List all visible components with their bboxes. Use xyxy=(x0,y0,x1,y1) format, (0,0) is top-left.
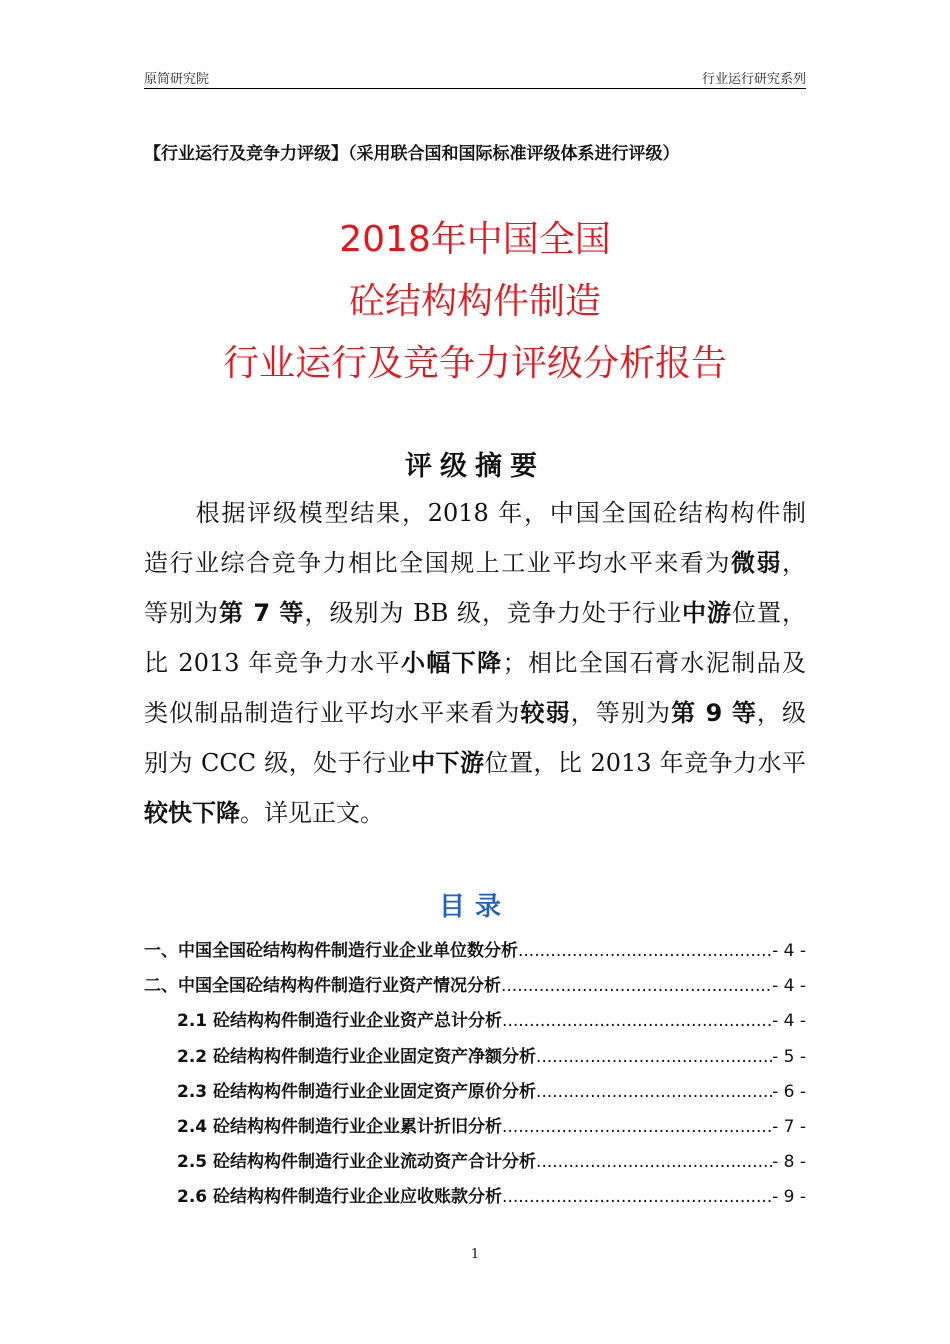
toc-heading: 目录 xyxy=(438,892,511,922)
summary-text: 根据评级模型结果，2018 年，中国全国砼结构构件制 xyxy=(144,499,806,527)
toc-entry-label[interactable]: 2.3 砼结构构件制造行业企业固定资产原价分析 xyxy=(177,1081,537,1102)
emphasis-text: 较弱 xyxy=(520,699,571,727)
toc-entry[interactable] xyxy=(144,1149,806,1184)
report-tagline: 【行业运行及竞争力评级】（采用联合国和国际标准评级体系进行评级） xyxy=(144,144,680,164)
summary-text: ，级 xyxy=(756,699,807,727)
summary-line xyxy=(144,540,806,590)
emphasis-text: 较快下降 xyxy=(144,799,240,827)
toc-entry[interactable] xyxy=(144,1008,806,1043)
emphasis-text: 第 9 等 xyxy=(671,699,757,727)
summary-text: 造行业综合竞争力相比全国规上工业平均水平来看为 xyxy=(144,549,731,577)
toc-entry[interactable] xyxy=(144,1079,806,1114)
header-right: 行业运行研究系列 xyxy=(701,72,806,87)
toc-entry-label[interactable]: 2.1 砼结构构件制造行业企业资产总计分析 xyxy=(177,1011,503,1032)
summary-text: ，级别为 BB 级，竞争力处于行业 xyxy=(304,599,682,627)
toc-dot-leader xyxy=(502,1008,772,1034)
summary-heading: 评级摘要 xyxy=(405,451,545,482)
summary-text: 别为 CCC 级，处于行业 xyxy=(144,749,412,777)
toc-dot-leader xyxy=(536,1044,772,1070)
summary-text: ， xyxy=(782,549,807,577)
summary-line xyxy=(144,640,806,690)
toc-dot-leader xyxy=(502,1114,772,1140)
toc-entry-page[interactable]: - 6 - xyxy=(772,1081,806,1102)
toc-entry-label[interactable]: 2.4 砼结构构件制造行业企业累计折旧分析 xyxy=(177,1116,503,1137)
toc-entry-label[interactable]: 二、中国全国砼结构构件制造行业资产情况分析 xyxy=(144,976,501,997)
toc-entry-page[interactable]: - 8 - xyxy=(772,1152,806,1173)
title-line-3: 行业运行及竞争力评级分析报告 xyxy=(222,343,727,384)
title-line-2: 砼结构构件制造 xyxy=(348,281,601,322)
summary-text: ；相比全国石膏水泥制品及 xyxy=(502,649,807,677)
summary-text: 比 2013 年竞争力水平 xyxy=(144,649,401,677)
toc-entry-page[interactable]: - 4 - xyxy=(772,941,806,961)
summary-text: 类似制品制造行业平均水平来看为 xyxy=(144,699,521,727)
toc-dot-leader xyxy=(536,1079,772,1105)
summary-line xyxy=(144,690,806,740)
summary-text: 位置，比 2013 年竞争力水平 xyxy=(484,749,806,777)
toc-entry-page[interactable]: - 4 - xyxy=(772,976,806,997)
emphasis-text: 中下游 xyxy=(411,749,485,777)
summary-text: ，等别为 xyxy=(570,699,672,727)
toc-entry[interactable] xyxy=(144,1184,806,1219)
emphasis-text: 小幅下降 xyxy=(400,649,503,677)
summary-text: 。详见正文。 xyxy=(240,799,384,827)
toc-entry-page[interactable]: - 7 - xyxy=(772,1116,806,1137)
toc-dot-leader xyxy=(518,938,772,964)
emphasis-text: 第 7 等 xyxy=(219,599,305,627)
summary-line xyxy=(144,790,806,840)
toc-dot-leader xyxy=(536,1149,772,1175)
toc-entry[interactable] xyxy=(144,1044,806,1079)
title-line-1: 2018年中国全国 xyxy=(339,219,611,260)
toc-entry[interactable] xyxy=(144,1114,806,1149)
table-of-contents xyxy=(144,938,806,1220)
summary-line xyxy=(144,740,806,790)
toc-entry[interactable] xyxy=(144,973,806,1008)
toc-dot-leader xyxy=(501,973,772,999)
toc-dot-leader xyxy=(502,1184,772,1210)
emphasis-text: 微弱 xyxy=(730,549,783,577)
toc-entry-label[interactable]: 2.6 砼结构构件制造行业企业应收账款分析 xyxy=(177,1187,503,1208)
toc-entry[interactable] xyxy=(144,938,806,973)
toc-entry-page[interactable]: - 9 - xyxy=(772,1187,806,1208)
summary-line xyxy=(144,490,806,540)
header-left: 原简研究院 xyxy=(144,72,210,87)
header-divider xyxy=(144,88,806,89)
page-number: 1 xyxy=(470,1247,480,1262)
toc-entry-page[interactable]: - 4 - xyxy=(772,1011,806,1032)
summary-text: 等别为 xyxy=(144,599,220,627)
summary-paragraph xyxy=(144,490,806,840)
toc-entry-label[interactable]: 一、中国全国砼结构构件制造行业企业单位数分析 xyxy=(144,941,518,961)
summary-text: 位置， xyxy=(732,599,807,627)
toc-entry-label[interactable]: 2.5 砼结构构件制造行业企业流动资产合计分析 xyxy=(177,1152,537,1173)
emphasis-text: 中游 xyxy=(682,599,733,627)
toc-entry-label[interactable]: 2.2 砼结构构件制造行业企业固定资产净额分析 xyxy=(177,1046,537,1067)
summary-line xyxy=(144,590,806,640)
toc-entry-page[interactable]: - 5 - xyxy=(772,1046,806,1067)
